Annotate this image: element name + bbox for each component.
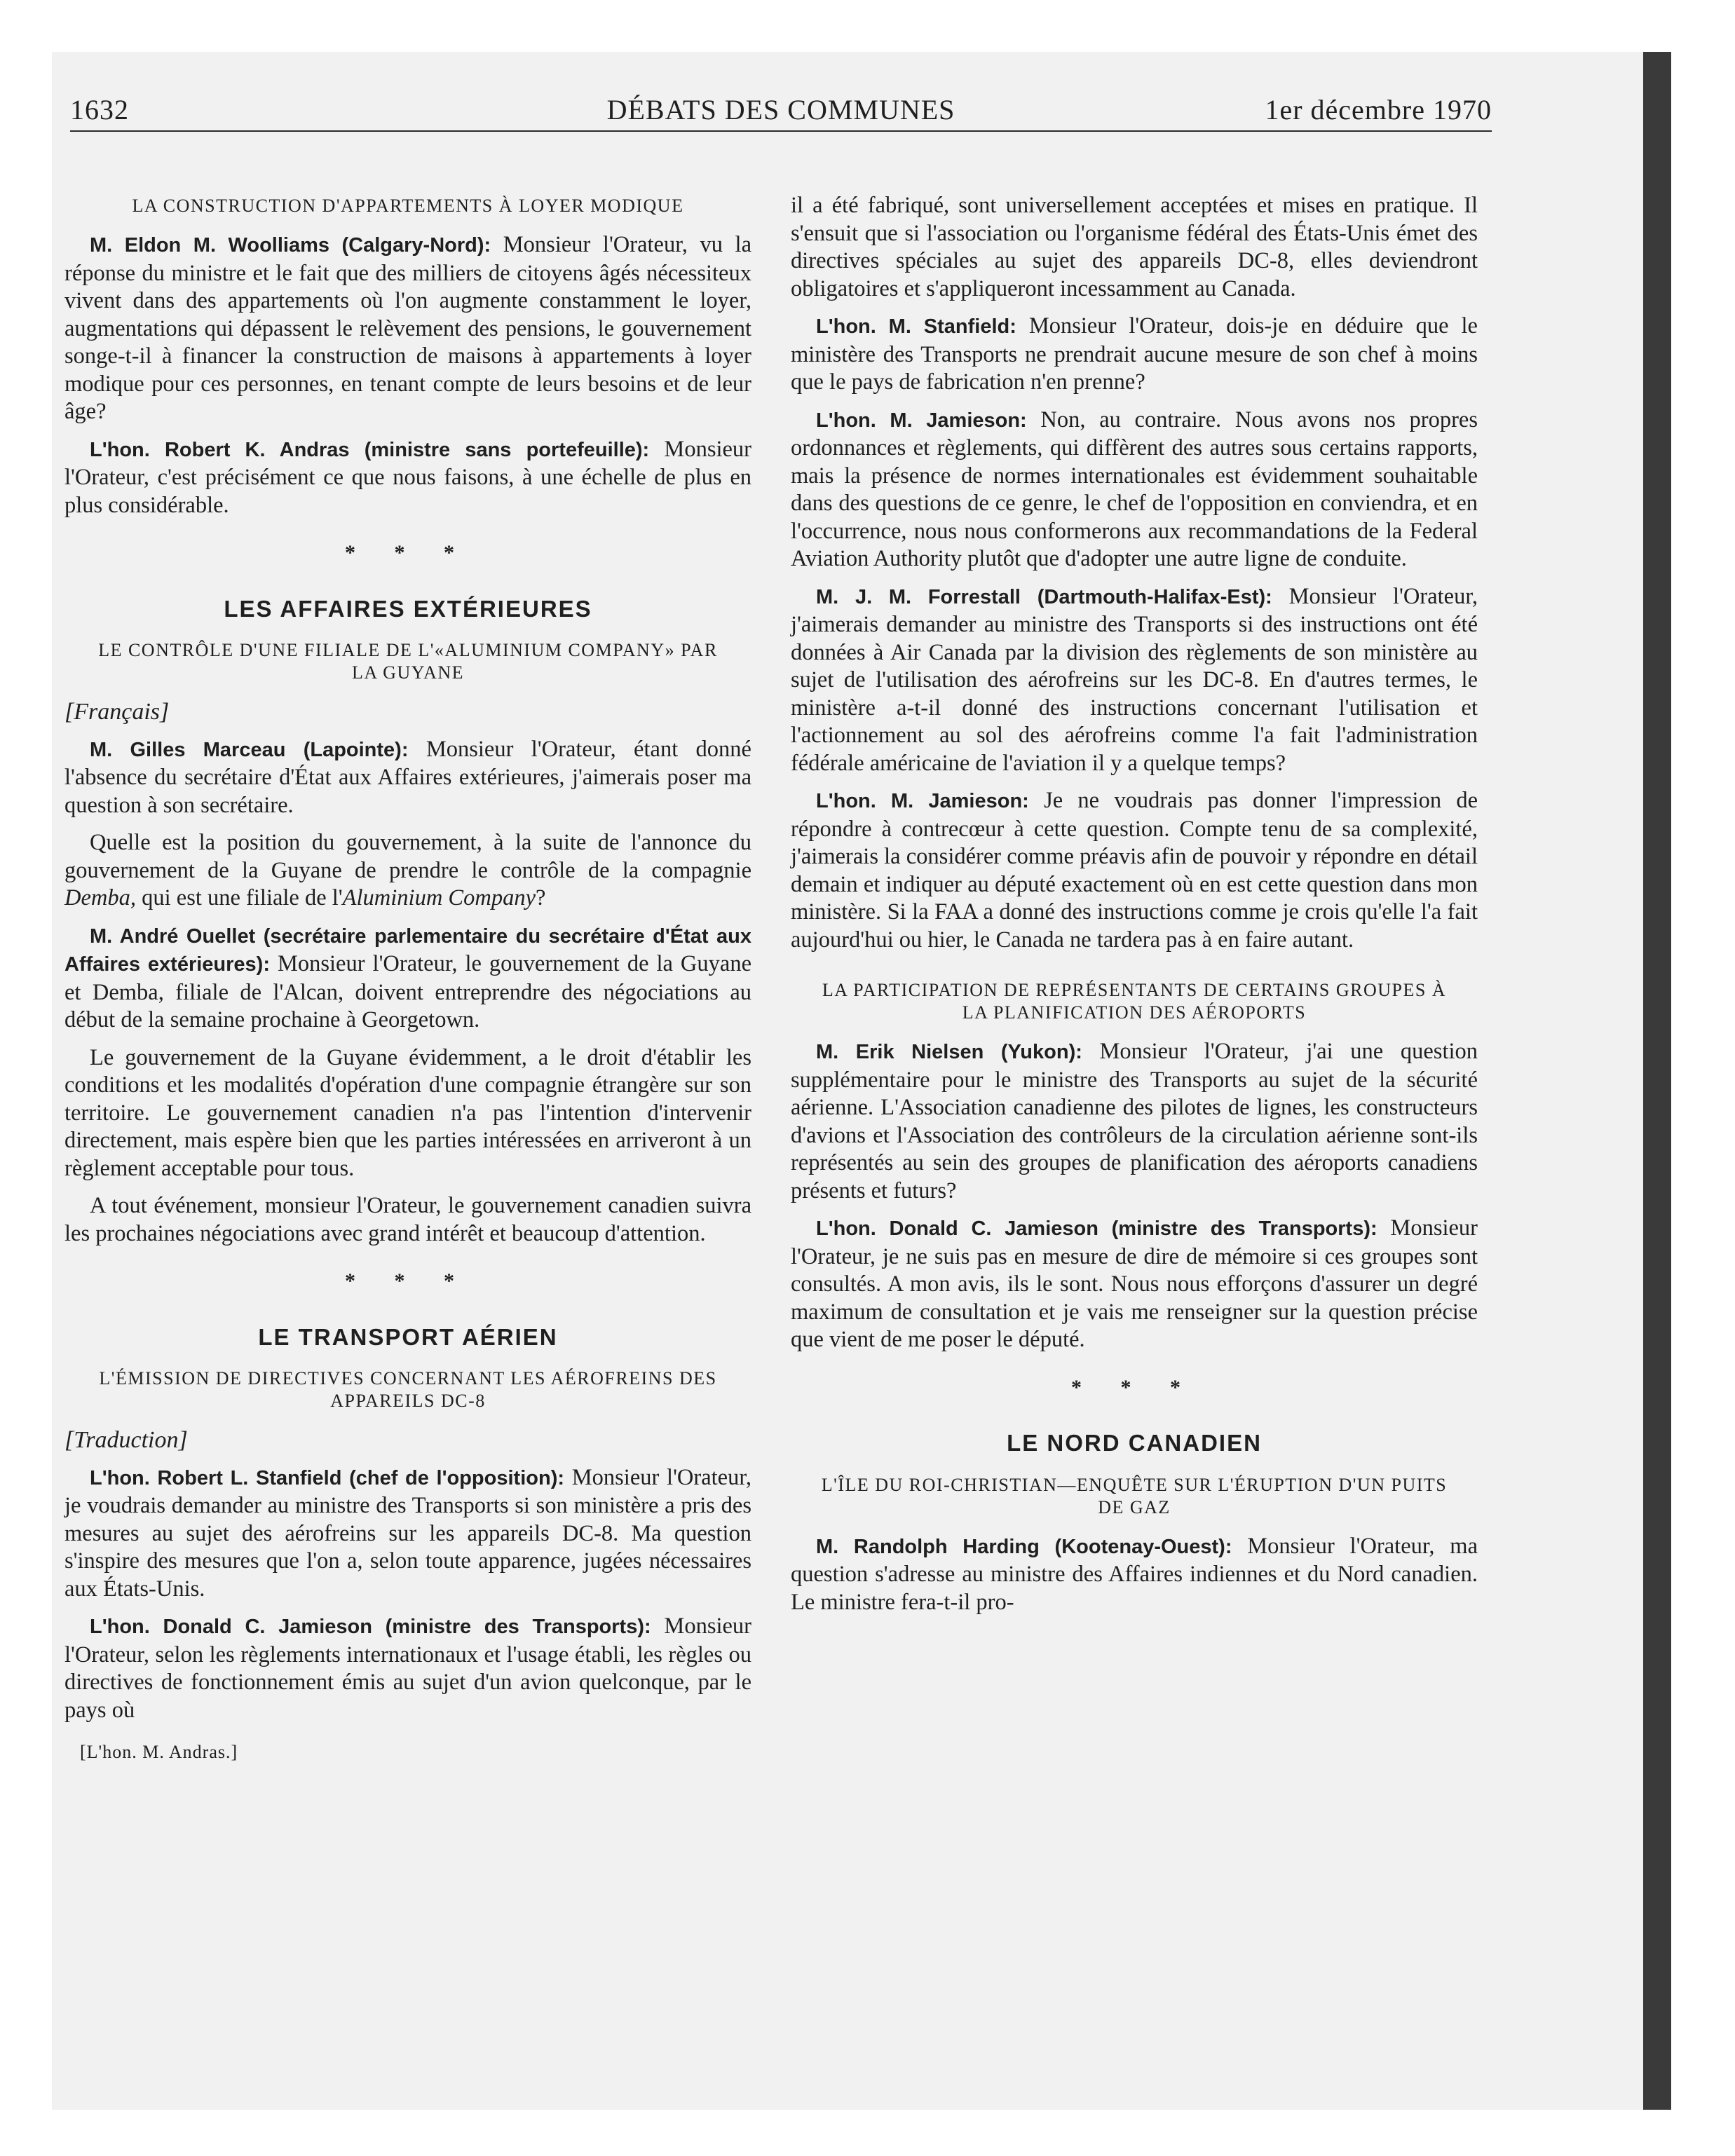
paragraph: [64, 736, 751, 820]
speech-text: Monsieur l'Orateur, vu la réponse du ministre et le fait que des milliers de citoyens âgés nécessiteux vivent dans des appartements où l'on augmente constamment le loyer, augmentations qui dépassent le relèvement des pensions, le gouvernement songe-t-il à financer la construction de maisons à appartements à loyer modique pour ces personnes, en tenant compte de leurs besoins et de leur âge?: [64, 232, 751, 424]
section-separator: * * *: [1071, 1375, 1197, 1399]
speech-text: Monsieur l'Orateur, selon les règlements internationaux et l'usage établi, les règles ou directives de fonctionnement émis au sujet d'un avion quelconque, par le pays où: [64, 1613, 751, 1723]
speech-text: Monsieur l'Orateur, ma question s'adresse au ministre des Affaires indiennes et du Nord canadien. Le ministre fera-t-il pro-: [791, 1533, 1478, 1615]
language-marker: [Français]: [64, 699, 170, 725]
speaker-name: M. André Ouellet (secrétaire parlementaire du secrétaire d'État aux Affaires extérieures):: [64, 925, 751, 976]
section-heading: LES AFFAIRES EXTÉRIEURES: [224, 595, 592, 622]
speech-text: Monsieur l'Orateur, j'ai une question supplémentaire pour le ministre des Transports au sujet de la sécurité aérienne. L'Association canadienne des pilotes de lignes, les constructeurs d'avions et l'Association des contrôleurs de la circulation aérienne sont-ils représentés au sein des groupes de planification des aéroports canadiens présents et futurs?: [791, 1039, 1478, 1203]
paragraph: [64, 231, 751, 426]
section-subtitle: L'ÉMISSION DE DIRECTIVES CONCERNANT LES AÉROFREINS DES APPAREILS DC-8: [99, 1368, 717, 1411]
speaker-name: M. Gilles Marceau (Lapointe):: [90, 738, 409, 761]
paragraph: A tout événement, monsieur l'Orateur, le gouvernement canadien suivra les prochaines négociations avec grand intérêt et beaucoup d'attention.: [64, 1193, 751, 1246]
section-subtitle: LA CONSTRUCTION D'APPARTEMENTS À LOYER MODIQUE: [132, 196, 684, 216]
speaker-name: L'hon. M. Jamieson:: [816, 790, 1029, 812]
paragraph: [791, 787, 1478, 954]
speaker-name: M. Eldon M. Woolliams (Calgary-Nord):: [90, 234, 491, 257]
speech-text: Monsieur l'Orateur, je ne suis pas en mesure de dire de mémoire si ces groupes sont consultés. A mon avis, ils le sont. Nous nous efforçons d'assurer un degré maximum de consultation et je vais me renseigner sur la question précise que vient de me poser le député.: [791, 1215, 1478, 1352]
speech-text: Non, au contraire. Nous avons nos propres ordonnances et règlements, qui diffèrent des autres sous certains rapports, mais la présence de normes internationales est évidemment souhaitable dans des questions de ce genre, le chef de l'opposition en conviendra, et en l'occurrence, nous nous conformerons aux recommandations de la Federal Aviation Authority plutôt que d'adopter une autre ligne de conduite.: [791, 407, 1478, 571]
right-column: [791, 192, 1478, 1626]
speaker-name: M. Erik Nielsen (Yukon):: [816, 1041, 1082, 1063]
speech-text: Monsieur l'Orateur, j'aimerais demander au ministre des Transports si des instructions ont été données à Air Canada par la division des règlements de son ministère au sujet de l'utilisation des aérofreins sur les DC-8. En d'autres termes, le ministère a-t-il donné des instructions concernant l'utilisation et l'actionnement au sol des aérofreins comme l'a fait l'administration fédérale américaine de l'aviation il y a quelque temps?: [791, 583, 1478, 776]
paragraph: [64, 829, 751, 913]
language-marker: [Traduction]: [64, 1427, 188, 1453]
paragraph: il a été fabriqué, sont universellement acceptées et mises en pratique. Il s'ensuit que si l'association ou l'organisme fédéral des États-Unis émet des directives spéciales au sujet des appareils DC-8, elles deviendront obligatoires et s'appliqueront incessamment au Canada.: [791, 193, 1478, 301]
speech-text: Monsieur l'Orateur, je voudrais demander au ministre des Transports si son ministère a pris des mesures au sujet des aérofreins sur les appareils DC-8. Ma question s'inspire des mesures que l'on a, selon toute apparence, jugées nécessaires aux États-Unis.: [64, 1464, 751, 1602]
page-header: [70, 91, 1492, 132]
speaker-name: L'hon. Donald C. Jamieson (ministre des Transports):: [90, 1616, 651, 1638]
issue-date: 1er décembre 1970: [1265, 94, 1492, 125]
speech-text: Monsieur l'Orateur, le gouvernement de la Guyane et Demba, filiale de l'Alcan, doivent entreprendre des négociations au début de la semaine prochaine à Georgetown.: [64, 951, 751, 1032]
paragraph: [64, 1613, 751, 1724]
speaker-name: L'hon. M. Stanfield:: [816, 315, 1016, 338]
paragraph: [791, 1533, 1478, 1617]
section-subtitle: LE CONTRÔLE D'UNE FILIALE DE L'«ALUMINIUM COMPANY» PAR LA GUYANE: [98, 640, 718, 683]
speech-text: qui est une filiale de l': [136, 885, 343, 910]
speaker-name: L'hon. Robert K. Andras (ministre sans portefeuille):: [90, 438, 650, 461]
paragraph: [791, 1038, 1478, 1205]
speaker-name: M. Randolph Harding (Kootenay-Ouest):: [816, 1535, 1232, 1558]
company-name: Aluminium Company: [342, 885, 536, 910]
paragraph: [791, 313, 1478, 397]
speech-text: Monsieur l'Orateur, c'est précisément ce que nous faisons, à une échelle de plus en plus considérable.: [64, 436, 751, 518]
section-heading: LE NORD CANADIEN: [1007, 1430, 1262, 1456]
paragraph: [64, 1464, 751, 1604]
speech-text: Monsieur l'Orateur, dois-je en déduire que le ministère des Transports ne prendrait aucune mesure de son chef à moins que le pays de fabrication n'en prenne?: [791, 313, 1478, 395]
company-name: Demba,: [64, 885, 136, 910]
page-number: 1632: [70, 94, 129, 125]
paragraph: [64, 922, 751, 1035]
speaker-name: L'hon. Robert L. Stanfield (chef de l'opposition):: [90, 1466, 565, 1489]
section-subtitle: LA PARTICIPATION DE REPRÉSENTANTS DE CERTAINS GROUPES À LA PLANIFICATION DES AÉROPORTS: [822, 980, 1447, 1023]
speech-text: Quelle est la position du gouvernement, à la suite de l'annonce du gouvernement de la Guyane de prendre le contrôle de la compagnie: [64, 830, 751, 883]
speech-text: Je ne voudrais pas donner l'impression de répondre à contrecœur à cette question. Compte tenu de sa complexité, j'aimerais la considérer comme préavis afin de pouvoir y répondre en détail demain et indiquer au député exactement où en est cette question dans mon ministère. Si la FAA a donné des instructions comme je crois qu'elle l'a fait aujourd'hui ou hier, le Canada ne tardera pas à en faire autant.: [791, 788, 1478, 953]
speech-text: Monsieur l'Orateur, étant donné l'absence du secrétaire d'État aux Affaires extérieures, j'aimerais poser ma question à son secrétaire.: [64, 736, 751, 818]
left-column: [64, 189, 751, 1766]
paragraph: [791, 1215, 1478, 1354]
speaker-name: L'hon. Donald C. Jamieson (ministre des Transports):: [816, 1217, 1377, 1240]
section-separator: * * *: [345, 1269, 471, 1292]
speaker-name: M. J. M. Forrestall (Dartmouth-Halifax-Est):: [816, 585, 1272, 608]
section-subtitle: L'ÎLE DU ROI-CHRISTIAN—ENQUÊTE SUR L'ÉRUPTION D'UN PUITS DE GAZ: [821, 1474, 1448, 1517]
paragraph: [791, 583, 1478, 778]
continuation-note: [L'hon. M. Andras.]: [80, 1742, 238, 1762]
paragraph: [791, 407, 1478, 573]
paragraph: Le gouvernement de la Guyane évidemment, a le droit d'établir les conditions et les modalités d'opération d'une compagnie étrangère sur son territoire. Le gouvernement canadien n'a pas l'intention d'intervenir directement, mais espère bien que les parties intéressées en arriveront à un règlement acceptable pour tous.: [64, 1044, 751, 1181]
paragraph: [64, 436, 751, 520]
binding-edge: [1643, 52, 1671, 2110]
speech-text: ?: [536, 885, 546, 910]
section-separator: * * *: [345, 541, 471, 564]
running-title: DÉBATS DES COMMUNES: [606, 94, 955, 125]
speaker-name: L'hon. M. Jamieson:: [816, 409, 1027, 432]
section-heading: LE TRANSPORT AÉRIEN: [258, 1323, 558, 1350]
